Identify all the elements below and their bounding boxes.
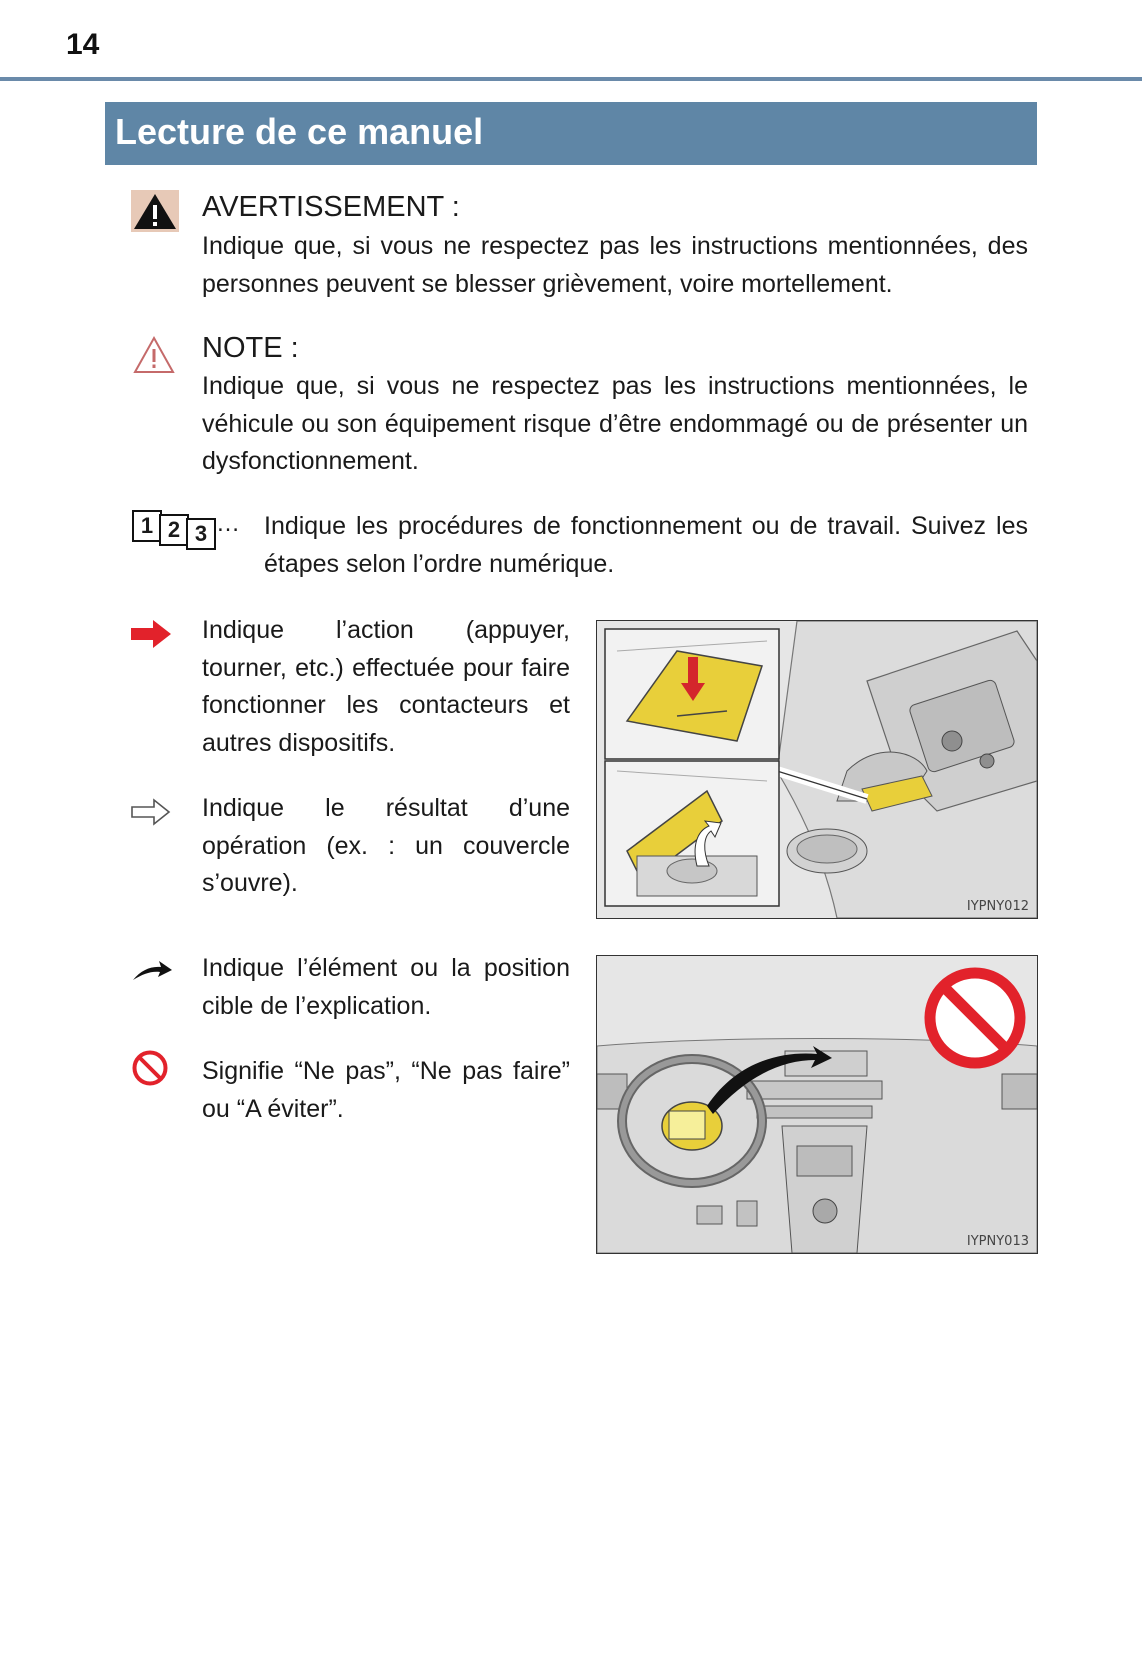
figure-id: IYPNY013 (966, 1234, 1029, 1249)
result-text: Indique le résultat d’une opération (ex. : un couvercle s’ouvre). (202, 794, 570, 897)
step-digit: 1 (132, 510, 162, 542)
pointer-arrow-icon (131, 958, 173, 984)
outline-arrow-icon (131, 798, 171, 826)
figure-dashboard (596, 955, 1038, 1254)
section-title: Lecture de ce manuel (105, 102, 1037, 165)
note-text: Indique que, si vous ne respectez pas les instructions mentionnées, le véhicule ou son équipement risque d’être endommagé ou de présenter un dysfonctionnement. (202, 372, 1028, 475)
note-triangle-icon (132, 335, 176, 375)
steps-text: Indique les procédures de fonctionnement ou de travail. Suivez les étapes selon l’ordre numérique. (264, 512, 1028, 578)
step-digit: 2 (159, 514, 189, 546)
header-rule (0, 77, 1142, 81)
action-text: Indique l’action (appuyer, tourner, etc.) effectuée pour faire fonctionner les contacteurs et autres dispositifs. (202, 616, 570, 757)
step-digit: 3 (186, 518, 216, 550)
steps-dots: … (216, 510, 240, 537)
warning-heading: AVERTISSEMENT : (202, 191, 460, 223)
prohibition-icon (131, 1049, 169, 1087)
figure-id: IYPNY012 (966, 899, 1029, 914)
note-heading: NOTE : (202, 332, 299, 364)
warning-text: Indique que, si vous ne respectez pas les instructions mentionnées, des personnes peuvent se blesser grièvement, voire mortellement. (202, 232, 1028, 298)
prohibit-text: Signifie “Ne pas”, “Ne pas faire” ou “A éviter”. (202, 1057, 570, 1123)
console-illustration (597, 621, 1037, 918)
red-arrow-icon (131, 620, 171, 648)
figure-console-lid (596, 620, 1038, 919)
page-number: 14 (66, 28, 100, 61)
target-text: Indique l’élément ou la position cible de l’explication. (202, 954, 570, 1020)
warning-triangle-icon (131, 190, 179, 232)
steps-icon (132, 508, 242, 548)
dashboard-illustration (597, 956, 1037, 1253)
